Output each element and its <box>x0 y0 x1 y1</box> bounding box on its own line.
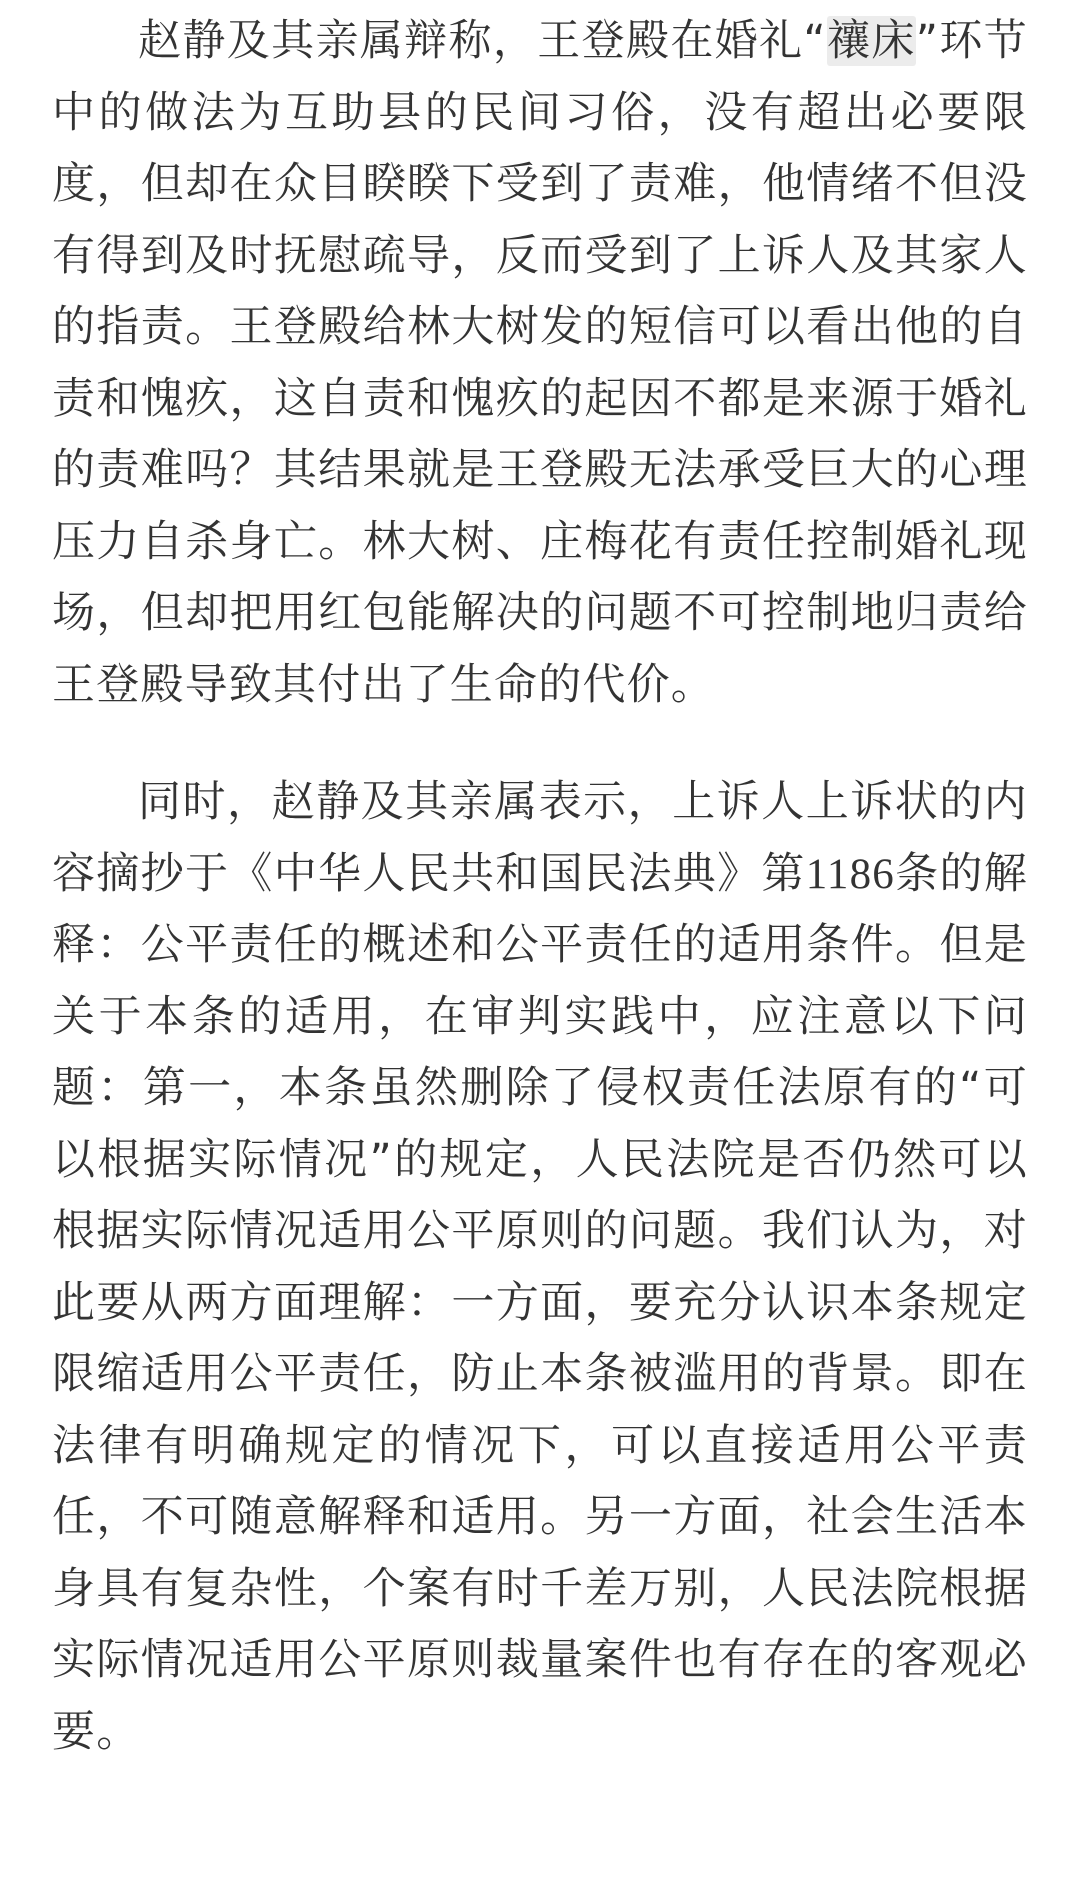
paragraph-2 <box>52 767 1028 1768</box>
paragraph-2-text-end: 条的解释：公平责任的概述和公平责任的适用条件。但是关于本条的适用，在审判实践中，应注意以下问题：第一，本条虽然删除了侵权责任法原有的“可以根据实际情况”的规定，人民法院是否仍然可以根据实际情况适用公平原则的问题。我们认为，对此要从两方面理解：一方面，要充分认识本条规定限缩适用公平责任，防止本条被滥用的背景。即在法律有明确规定的情况下，可以直接适用公平责任，不可随意解释和适用。另一方面，社会生活本身具有复杂性，个案有时千差万别，人民法院根据实际情况适用公平原则裁量案件也有存在的客观必要。 <box>52 848 1028 1757</box>
article-number: 1186 <box>805 850 895 898</box>
paragraph-2-text-start: 同时，赵静及其亲属表示，上诉人上诉状的内容摘抄于《中华人民共和国民法典》第 <box>52 777 1028 899</box>
paragraph-1 <box>52 6 1028 721</box>
paragraph-1-text-start: 赵静及其亲属辩称，王登殿在婚礼“ <box>138 16 827 66</box>
paragraph-1-text-end: ”环节中的做法为互助县的民间习俗，没有超出必要限度，但却在众目睽睽下受到了责难，他情绪不但没有得到及时抚慰疏导，反而受到了上诉人及其家人的指责。王登殿给林大树发的短信可以看出他的自责和愧疚，这自责和愧疚的起因不都是来源于婚礼的责难吗？其结果就是王登殿无法承受巨大的心理压力自杀身亡。林大树、庄梅花有责任控制婚礼现场，但却把用红包能解决的问题不可控制地归责给王登殿导致其付出了生命的代价。 <box>52 16 1028 710</box>
highlighted-term[interactable]: 禳床 <box>826 16 916 66</box>
